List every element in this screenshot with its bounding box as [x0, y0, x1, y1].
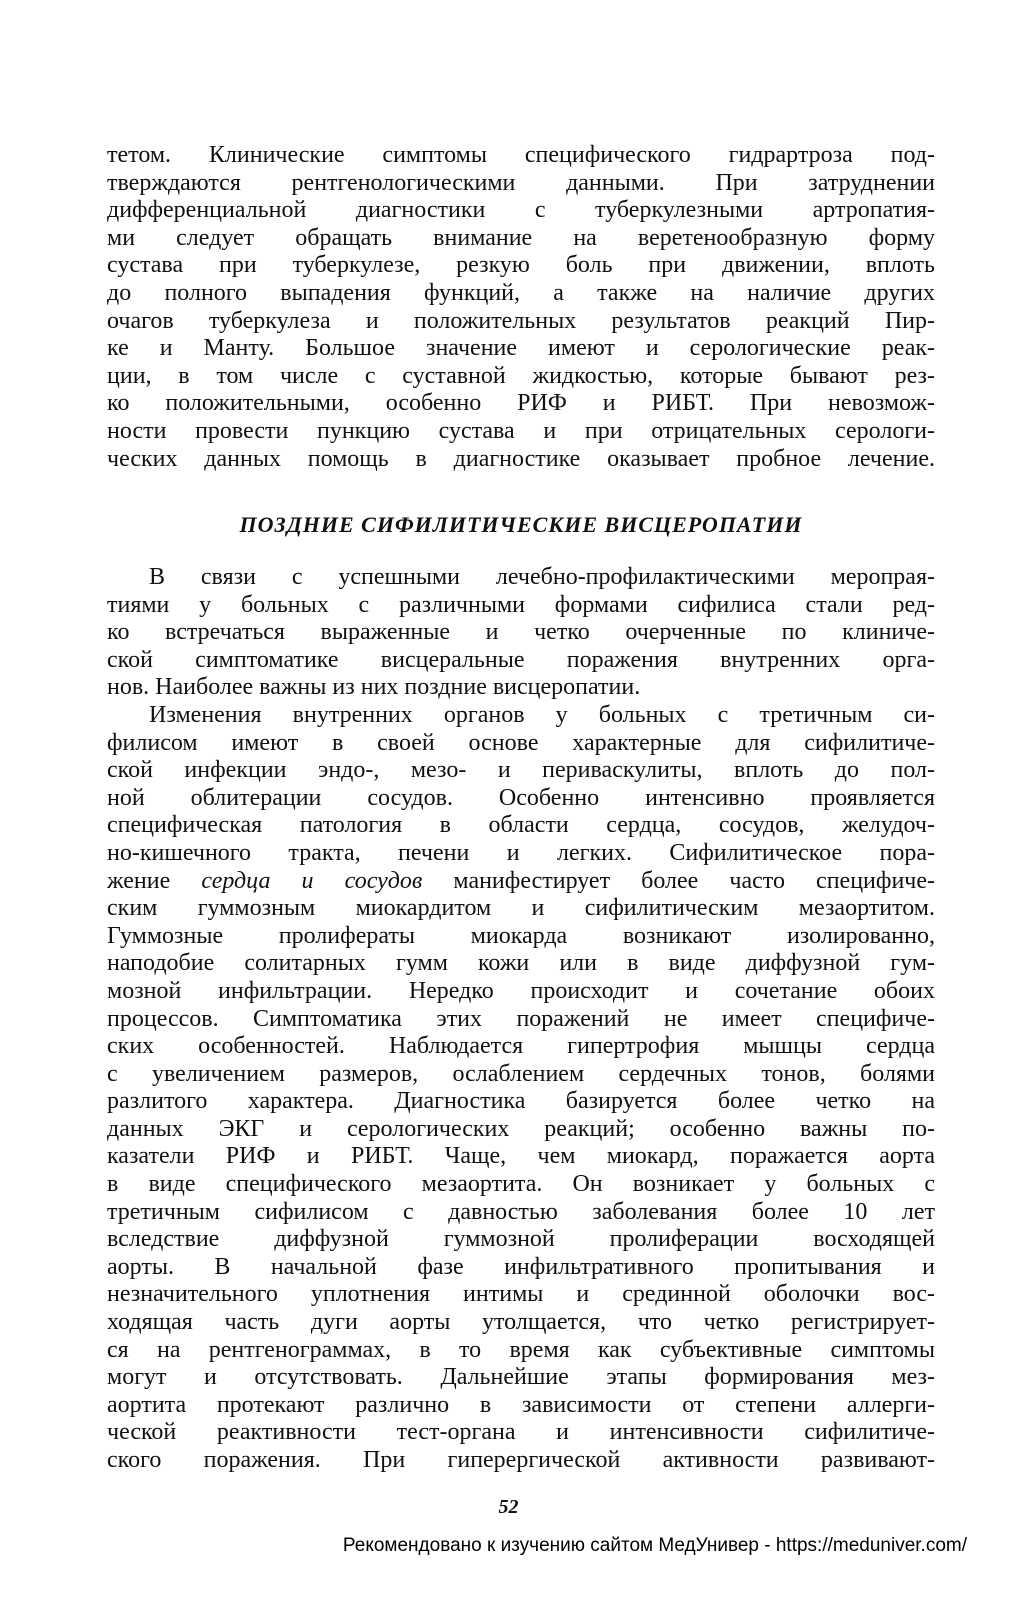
footer-credit: Рекомендовано к изучению сайтом МедУнивер - https://meduniver.com/	[342, 1535, 967, 1556]
text-line: могут и отсутствовать. Дальнейшие этапы формирования мез-	[107, 1364, 935, 1391]
text-line: аортита протекают различно в зависимости от степени аллерги-	[107, 1391, 935, 1418]
text-line: ской симптоматике висцеральные поражения внутренних орга-	[107, 646, 935, 673]
page-number: 52	[498, 1496, 519, 1518]
text-line: казатели РИФ и РИБТ. Чаще, чем миокард, поражается аорта	[107, 1143, 935, 1170]
text-line: незначительного уплотнения интимы и срединной оболочки вос-	[107, 1281, 935, 1308]
text-line: ских особенностей. Наблюдается гипертрофия мышцы сердца	[107, 1033, 935, 1060]
text-line: сустава при туберкулезе, резкую боль при движении, вплоть	[107, 252, 935, 279]
text-line: дифференциальной диагностики с туберкулезными артропатия-	[107, 197, 935, 224]
text-line: процессов. Симптоматика этих поражений не имеет специфиче-	[107, 1005, 935, 1032]
text-line: тверждаются рентгенологическими данными. При затруднении	[107, 169, 935, 196]
text-line: ского поражения. При гиперергической активности развивают-	[107, 1447, 935, 1473]
text-line: тиями у больных с различными формами сифилиса стали ред-	[107, 591, 935, 618]
text-line: с увеличением размеров, ослаблением сердечных тонов, болями	[107, 1060, 935, 1087]
text-line: но-кишечного тракта, печени и легких. Сифилитическое пора-	[107, 839, 935, 866]
text-line: ко встречаться выраженные и четко очерченные по клиниче-	[107, 619, 935, 646]
text-line: ходящая часть дуги аорты утолщается, что четко регистрирует-	[107, 1309, 935, 1336]
text-line: ской инфекции эндо-, мезо- и периваскулиты, вплоть до пол-	[107, 757, 935, 784]
text-line: очагов туберкулеза и положительных результатов реакций Пир-	[107, 307, 935, 334]
text-line: до полного выпадения функций, а также на наличие других	[107, 279, 935, 306]
text-line: разлитого характера. Диагностика базируется более четко на	[107, 1088, 935, 1115]
text-line: ческих данных помощь в диагностике оказывает пробное лечение.	[107, 445, 935, 472]
emphasis-term: сердца и сосудов	[201, 867, 423, 894]
paragraph-continuation	[107, 142, 935, 473]
text-line: ческой реактивности тест-органа и интенсивности сифилитиче-	[107, 1419, 935, 1446]
text-line: ко положительными, особенно РИФ и РИБТ. При невозмож-	[107, 390, 935, 417]
text-line: наподобие солитарных гумм кожи или в виде диффузной гум-	[107, 950, 935, 977]
text-line: нов. Наиболее важны из них поздние висцеропатии.	[107, 674, 641, 701]
text-line: в виде специфического мезаортита. Он возникает у больных с	[107, 1171, 935, 1198]
text-line: аорты. В начальной фазе инфильтративного пропитывания и	[107, 1253, 935, 1280]
section-heading: ПОЗДНИЕ СИФИЛИТИЧЕСКИЕ ВИСЦЕРОПАТИИ	[239, 512, 803, 537]
section-body	[107, 564, 935, 1475]
text-line: Изменения внутренних органов у больных с третичным си-	[149, 701, 935, 728]
line-segment: манифестирует более часто специфиче-	[422, 867, 935, 894]
text-line: ми следует обращать внимание на веретенообразную форму	[107, 224, 935, 251]
text-line: филисом имеют в своей основе характерные для сифилитиче-	[107, 729, 935, 756]
text-line: ся на рентгенограммах, в то время как субъективные симптомы	[107, 1336, 935, 1363]
text-line: ским гуммозным миокардитом и сифилитическим мезаортитом.	[107, 895, 935, 922]
text-line: ности провести пункцию сустава и при отрицательных серологи-	[107, 417, 935, 444]
text-line: ной облитерации сосудов. Особенно интенсивно проявляется	[107, 784, 935, 811]
line-segment: жение	[107, 867, 202, 894]
text-line: тетом. Клинические симптомы специфического гидрартроза под-	[107, 142, 935, 168]
text-line: специфическая патология в области сердца, сосудов, желудоч-	[107, 812, 935, 839]
text-line: ке и Манту. Большое значение имеют и серологические реак-	[107, 335, 935, 362]
text-line: третичным сифилисом с давностью заболевания более 10 лет	[107, 1198, 935, 1225]
text-line: мозной инфильтрации. Нередко происходит и сочетание обоих	[107, 977, 935, 1004]
text-line: ции, в том числе с суставной жидкостью, которые бывают рез-	[107, 362, 935, 389]
text-line: вследствие диффузной гуммозной пролиферации восходящей	[107, 1226, 935, 1253]
text-line: Гуммозные пролифераты миокарда возникают изолированно,	[107, 922, 935, 949]
text-line: В связи с успешными лечебно-профилактическими меропрая-	[149, 564, 935, 590]
text-line: данных ЭКГ и серологических реакций; особенно важны по-	[107, 1115, 935, 1142]
text-line-with-emphasis	[107, 868, 935, 896]
